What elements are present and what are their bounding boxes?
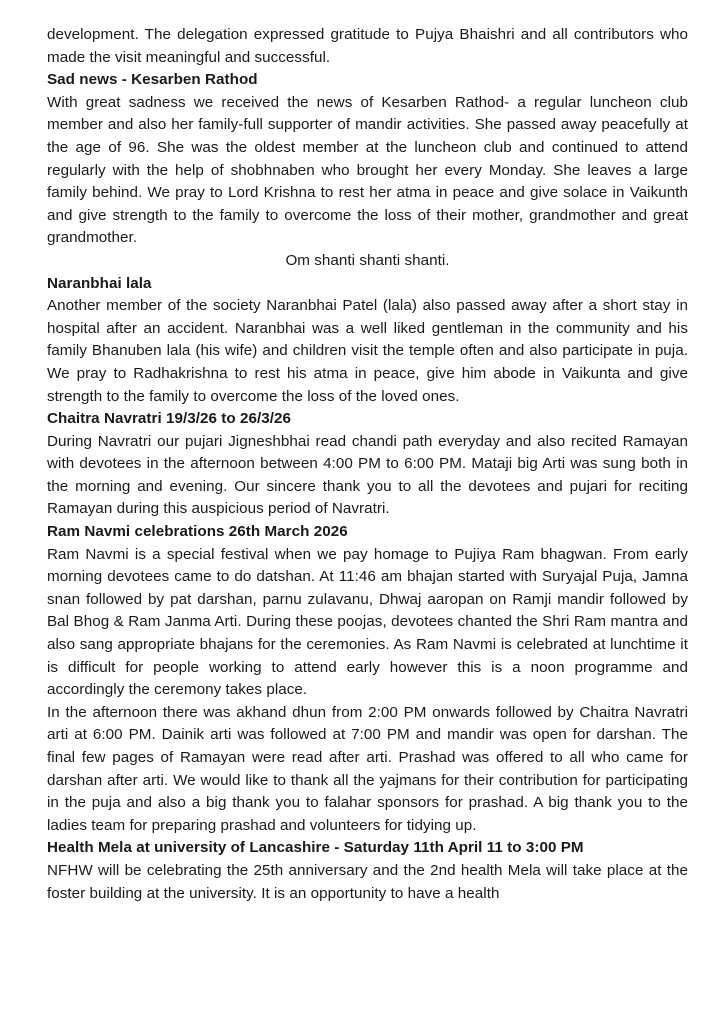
- section-paragraph-ram-navmi-2: In the afternoon there was akhand dhun from 2:00 PM onwards followed by Chaitra Navratri arti at 6:00 PM. Dainik arti was followed at 7:00 PM and mandir was open for darshan. The final few pages of Ramayan were read after arti. Prashad was offered to all who came for darshan after arti. We would like to thank all the yajmans for their contribution for participating in the puja and also a big thank you to falahar sponsors for prashad. A big thank you to the ladies team for preparing prashad and volunteers for tidying up.: [47, 703, 688, 834]
- intro-paragraph: development. The delegation expressed gratitude to Pujya Bhaishri and all contributors who made the visit meaningful and successful.: [47, 26, 688, 66]
- document-page: [47, 24, 688, 905]
- section-heading-navratri: Chaitra Navratri 19/3/26 to 26/3/26: [47, 410, 292, 428]
- section-paragraph-health-mela: NFHW will be celebrating the 25th anniversary and the 2nd health Mela will take place at the foster building at the university. It is an opportunity to have a health: [47, 861, 688, 902]
- section-closing-kesarben: Om shanti shanti shanti.: [285, 251, 450, 269]
- section-paragraph-ram-navmi-1: Ram Navmi is a special festival when we pay homage to Pujiya Ram bhagwan. From early morning devotees came to do datshan. At 11:46 am bhajan started with Suryajal Puja, Jamna snan followed by pat darshan, parnu zulavanu, Dhwaj aaropan on Ramji mandir followed by Bal Bhog & Ram Janma Arti. During these poojas, devotees chanted the Shri Ram mantra and also sang appropriate bhajans for the ceremonies. As Ram Navmi is celebrated at lunchtime it is difficult for people working to attend early however this is a noon programme and accordingly the ceremony takes place.: [47, 545, 688, 699]
- section-heading-ram-navmi: Ram Navmi celebrations 26th March 2026: [47, 523, 348, 541]
- section-heading-health-mela: Health Mela at university of Lancashire - Saturday 11th April 11 to 3:00 PM: [47, 839, 584, 857]
- section-paragraph-kesarben: With great sadness we received the news of Kesarben Rathod- a regular luncheon club member and also her family-full supporter of mandir activities. She passed away peacefully at the age of 96. She was the oldest member at the luncheon club and continued to attend regularly with the help of shobhnaben who brought her every Monday. She leaves a large family behind. We pray to Lord Krishna to rest her atma in peace and give solace in Vaikunth and give strength to the family to overcome the loss of their mother, grandmother and great grandmother.: [47, 93, 688, 247]
- section-heading-naranbhai: Naranbhai lala: [47, 274, 152, 292]
- section-heading-kesarben: Sad news - Kesarben Rathod: [47, 71, 258, 89]
- section-paragraph-navratri: During Navratri our pujari Jigneshbhai read chandi path everyday and also recited Ramayan with devotees in the afternoon between 4:00 PM to 6:00 PM. Mataji big Arti was sung both in the morning and evening. Our sincere thank you to all the devotees and pujari for reciting Ramayan during this auspicious period of Navratri.: [47, 432, 688, 518]
- section-paragraph-naranbhai: Another member of the society Naranbhai Patel (lala) also passed away after a short stay in hospital after an accident. Naranbhai was a well liked gentleman in the community and his family Bhanuben lala (his wife) and children visit the temple often and also participate in puja. We pray to Radhakrishna to rest his atma in peace, give him abode in Vaikunta and give strength to the family to overcome the loss of the loved ones.: [47, 297, 688, 405]
